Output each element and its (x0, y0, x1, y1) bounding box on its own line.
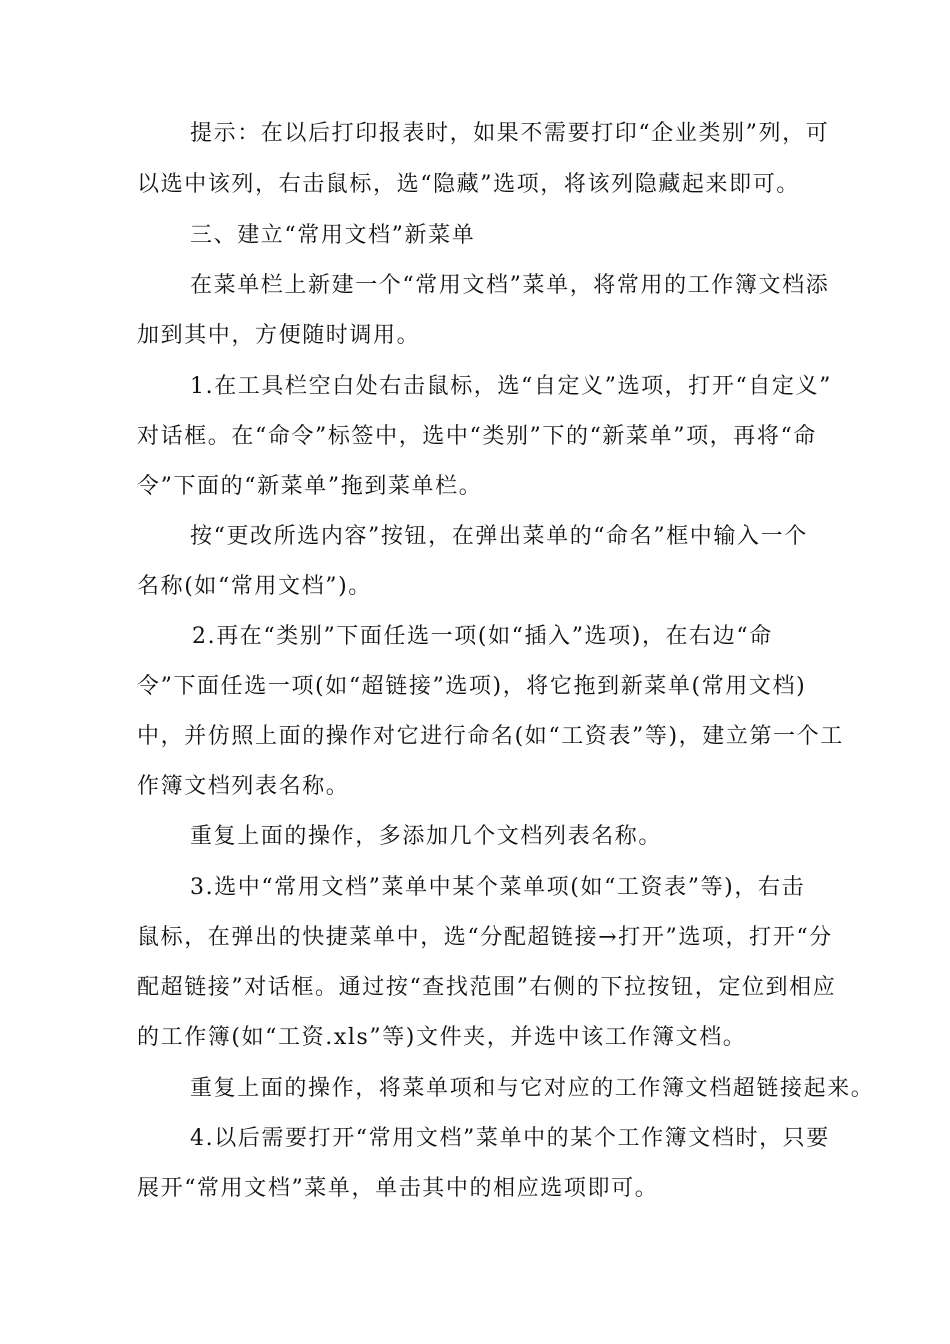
text-line: 1.在工具栏空白处右击鼠标，选“自定义”选项，打开“自定义” (190, 374, 832, 399)
text-line: 2.再在“类别”下面任选一项(如“插入”选项)，在右边“命 (192, 624, 773, 649)
text-line: 令”下面的“新菜单”拖到菜单栏。 (137, 474, 483, 499)
text-line: 3.选中“常用文档”菜单中某个菜单项(如“工资表”等)，右击 (190, 875, 806, 900)
text-line: 重复上面的操作，将菜单项和与它对应的工作簿文档超链接起来。 (190, 1076, 875, 1101)
text-line: 令”下面任选一项(如“超链接”选项)，将它拖到新菜单(常用文档) (137, 674, 807, 699)
text-line: 的工作簿(如“工资.xls”等)文件夹，并选中该工作簿文档。 (137, 1025, 747, 1050)
text-line: 按“更改所选内容”按钮，在弹出菜单的“命名”框中输入一个 (190, 524, 808, 549)
text-line: 对话框。在“命令”标签中，选中“类别”下的“新菜单”项，再将“命 (137, 424, 817, 449)
text-line: 作簿文档列表名称。 (137, 774, 350, 799)
text-line: 配超链接”对话框。通过按“查找范围”右侧的下拉按钮，定位到相应 (137, 975, 837, 1000)
text-line: 4.以后需要打开“常用文档”菜单中的某个工作簿文档时，只要 (190, 1126, 830, 1151)
text-line: 展开“常用文档”菜单，单击其中的相应选项即可。 (137, 1176, 659, 1201)
section-heading: 三、建立“常用文档”新菜单 (190, 223, 476, 248)
text-line: 提示：在以后打印报表时，如果不需要打印“企业类别”列，可 (190, 121, 830, 146)
text-line: 加到其中，方便随时调用。 (137, 323, 421, 348)
text-line: 以选中该列，右击鼠标，选“隐藏”选项，将该列隐藏起来即可。 (137, 172, 800, 197)
text-line: 在菜单栏上新建一个“常用文档”菜单，将常用的工作簿文档添 (190, 273, 830, 298)
text-line: 重复上面的操作，多添加几个文档列表名称。 (190, 824, 663, 849)
text-line: 名称(如“常用文档”)。 (137, 574, 372, 599)
text-line: 中，并仿照上面的操作对它进行命名(如“工资表”等)，建立第一个工 (137, 724, 844, 749)
text-line: 鼠标，在弹出的快捷菜单中，选“分配超链接→打开”选项，打开“分 (137, 925, 833, 950)
